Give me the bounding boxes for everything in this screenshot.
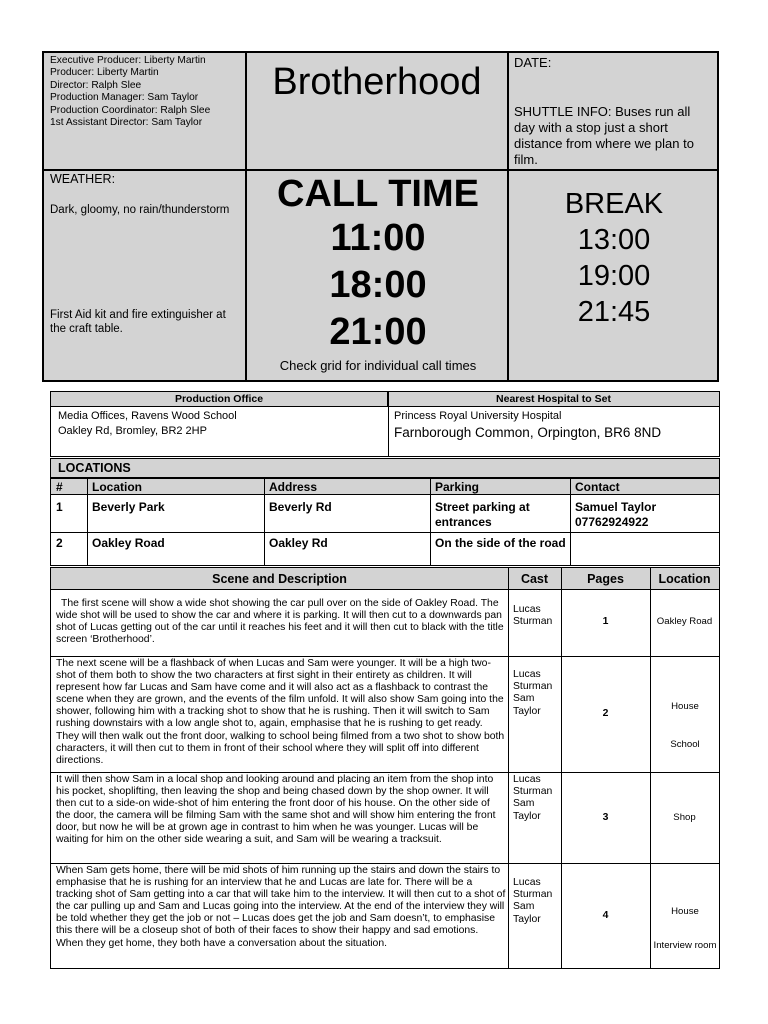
scene-1-description: The first scene will show a wide shot showing the car pull over on the side of Oakley Road. The wide shot will be used to show the car and where it is parking. It will then cut to a downwards pan shot of Lucas getting out of the car until it reaches his feet and it will then cut to black with the title screen ‘Brotherhood’. <box>56 598 504 646</box>
office-address <box>58 409 383 439</box>
hospital-line-1: Princess Royal University Hospital <box>394 410 562 422</box>
crew-first-ad: 1st Assistant Director: Sam Taylor <box>50 117 203 129</box>
shuttle-info: SHUTTLE INFO: Buses run all day with a stop just a short distance from where we plan to film. <box>514 104 694 167</box>
location-row-1-name: Beverly Park <box>92 500 165 514</box>
weather-cell <box>50 172 244 217</box>
scene-2-description: The next scene will be a flashback of when Lucas and Sam were younger. It will be a high two-shot of them both to show the two characters at first sight in their entirety as children. It will represent how far Lucas and Sam have come and it will also act as a flashback to contrast the scene when they are grown, and the events of the film unfold. It will also show Sam going into the shower, following him with a tracking shot to show that he is rushing. Then it will switch to Sam rushing downstairs with a low angle shot to, again, emphasise that he is rushing to get ready. They will then walk out the front door, walking to school being filmed from a two shot to show both characters, it will then cut to them in front of their school where they will split off into different directions. <box>56 658 505 766</box>
weather-label: WEATHER: <box>50 172 116 186</box>
date-shuttle-cell <box>514 55 714 168</box>
call-time-1: 11:00 <box>330 217 426 259</box>
break-cell <box>511 186 717 330</box>
divider <box>51 532 719 533</box>
scene-3-location: Shop <box>673 812 696 823</box>
scene-2-cast: Lucas Sturman Sam Taylor <box>513 669 553 717</box>
film-title: Brotherhood <box>272 61 482 103</box>
hospital-address <box>394 409 716 441</box>
location-row-2-name: Oakley Road <box>92 536 165 550</box>
scene-2-location: House School <box>670 701 700 750</box>
first-aid-note: First Aid kit and fire extinguisher at the craft table. <box>50 309 226 335</box>
office-line-1: Media Offices, Ravens Wood School <box>58 410 237 422</box>
scene-table <box>50 567 720 969</box>
divider <box>508 568 509 968</box>
divider <box>51 656 719 657</box>
col-header-cast: Cast <box>508 568 561 590</box>
scene-1-pages: 1 <box>602 616 609 627</box>
col-header-pages: Pages <box>561 568 650 590</box>
crew-producer: Producer: Liberty Martin <box>50 67 159 79</box>
divider <box>264 479 265 565</box>
divider <box>87 479 88 565</box>
divider <box>388 392 389 456</box>
divider <box>51 478 719 479</box>
scene-3-pages: 3 <box>602 812 609 823</box>
scene-1-cast: Lucas Sturman <box>513 604 553 628</box>
col-header-scene: Scene and Description <box>51 568 508 590</box>
scene-1-location: Oakley Road <box>656 616 713 627</box>
date-label: DATE: <box>514 55 552 70</box>
weather-text: Dark, gloomy, no rain/thunderstorm <box>50 204 230 216</box>
col-header-parking: Parking <box>430 479 570 495</box>
break-time-3: 21:45 <box>577 296 651 328</box>
scene-4-location: House Interview room <box>653 906 717 951</box>
break-title: BREAK <box>564 188 664 220</box>
location-row-2-parking: On the side of the road <box>435 536 566 550</box>
break-time-1: 13:00 <box>577 224 651 256</box>
scene-4-description: When Sam gets home, there will be mid shots of him running up the stairs and down the stairs to emphasise that he is rushing for an interview that he and Lucas are late for. There will be a tracking shot of Sam getting into a car that will take him to the interview. It will then cut to a shot of the car pulling up and Sam and Lucas going into the interview. At the end of the interview they will be told whether they get the job or not – Lucas does get the job and Sam doesn’t, to emphasise this there will be a closeup shot of both of their faces to show their happy and sad emotions. When they get home, they both have a conversation about the situation. <box>56 865 506 949</box>
divider <box>561 568 562 968</box>
scene-2-pages: 2 <box>602 708 609 719</box>
divider <box>51 772 719 773</box>
crew-production-coordinator: Production Coordinator: Ralph Slee <box>50 104 211 116</box>
office-line-2: Oakley Rd, Bromley, BR2 2HP <box>58 425 207 437</box>
call-time-note: Check grid for individual call times <box>279 358 477 373</box>
crew-list <box>50 55 246 129</box>
call-time-2: 18:00 <box>329 264 427 306</box>
locations-table <box>50 458 720 566</box>
col-header-location: Location <box>650 568 719 590</box>
location-row-1-parking: Street parking at entrances <box>435 500 530 529</box>
scene-3-description: It will then show Sam in a local shop and looking around and placing an item from the shop into his pocket, shoplifting, then leaving the shop and being chased down by the shop owner. It will then cut to a side-on wide-shot of him entering the front door of his house. On the other side of the door, the camera will be filming Sam with the same shot and will show him entering the front door, but now he will be at grown age in contrast to him when he was younger. Lucas will be waiting for him on the other side wearing a suit, and Sam will be wearing a tracksuit. <box>56 774 496 846</box>
hospital-line-2: Farnborough Common, Orpington, BR6 8ND <box>394 425 662 440</box>
scene-3-cast: Lucas Sturman Sam Taylor <box>513 774 553 822</box>
location-row-2-num: 2 <box>56 536 63 550</box>
production-office-header: Production Office <box>51 392 388 407</box>
col-header-location: Location <box>87 479 264 495</box>
divider <box>51 863 719 864</box>
hospital-header: Nearest Hospital to Set <box>388 392 719 407</box>
col-header-address: Address <box>264 479 430 495</box>
break-time-2: 19:00 <box>577 260 651 292</box>
location-row-1-contact: Samuel Taylor 07762924922 <box>575 500 657 529</box>
col-header-contact: Contact <box>570 479 719 495</box>
location-row-1-address: Beverly Rd <box>269 500 332 514</box>
call-time-title: CALL TIME <box>277 173 479 215</box>
col-header-num: # <box>51 479 87 495</box>
crew-director: Director: Ralph Slee <box>50 79 142 91</box>
divider <box>650 568 651 968</box>
crew-executive-producer: Executive Producer: Liberty Martin <box>50 55 206 66</box>
scene-4-pages: 4 <box>602 910 609 921</box>
production-office-table <box>50 391 720 457</box>
location-row-1-num: 1 <box>56 500 63 514</box>
location-row-2-address: Oakley Rd <box>269 536 328 550</box>
divider <box>44 169 717 171</box>
crew-production-manager: Production Manager: Sam Taylor <box>50 92 199 104</box>
scene-4-cast: Lucas Sturman Sam Taylor <box>513 877 553 925</box>
locations-title: LOCATIONS <box>51 459 719 478</box>
header-block <box>42 51 719 382</box>
call-time-cell <box>247 173 509 374</box>
call-time-3: 21:00 <box>329 311 427 353</box>
